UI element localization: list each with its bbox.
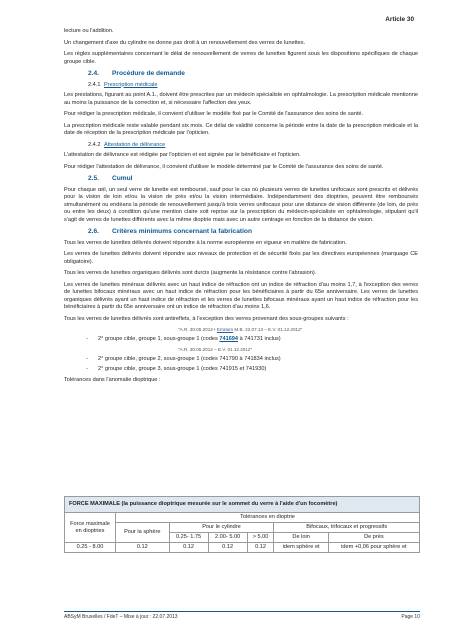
bullet-dash: - [86, 355, 88, 362]
bifocal-header: Bifocaux, trifocaux et progressifs [274, 523, 420, 533]
table-cell: 0.12 [169, 543, 208, 553]
tolerances-header: Tolérances en dioptrie [116, 513, 420, 523]
paragraph: Pour chaque œil, un seul verre de lunette est remboursé, sauf pour le cas où plusieurs verres de lunettes unifocaux sont prescrits et délivrés pour la vision de loin et/ou la vision de près et/ou la vision intermédiaire. Indépendamment des dioptries, peuvent être remboursés simultanément ou endéans la période de renouvellement jusqu'à trois verres unifocaux pour une distance de vision différente (de loin, de près ou entre les deux) à condition qu'une mention claire soit reprise sur la prescription du médecin-spécialiste en ophtalmologie, stipulant qu'il s'agit de verres de lunettes différents avec la même dioptrie mais avec un autre centrage en fonction de la distance de vision. [64, 186, 418, 223]
erratum-link[interactable]: Erratum [216, 327, 234, 332]
table-cell: 0.12 [208, 543, 247, 553]
page-number: Page 10 [401, 614, 420, 620]
paragraph: Pour rédiger l'attestation de délivrance, il convient d'utiliser le modèle déterminé par le Comité de l'assurance des soins de santé. [64, 163, 384, 170]
paragraph: Tous les verres de lunettes délivrés sont antireflets, à l'exception des verres provenant des sous-groupes suivants : [64, 315, 349, 322]
footer-text: ABSyM Bruxelles / FdeT – Mise à jour : 22.07.2013 [64, 614, 178, 620]
bullet-dash: - [86, 336, 88, 342]
legal-reference: "A.R. 30.05.2012+ Erratum M.B. 22.07.13 – E.V. 01.12.2012" [178, 327, 303, 332]
paragraph: Les verres de lunettes délivrés doivent répondre aux niveaux de protection et de sécurité fixés par les directives européennes (marquage CE obligatoire). [64, 251, 418, 265]
table-cell: 0.12 [247, 543, 274, 553]
table-title: FORCE MAXIMALE (la puissance dioptrique mesurée sur le sommet du verre à l'aide d'un focomètre) [65, 497, 420, 513]
near-header: De près [328, 533, 419, 543]
legal-reference: "A.R. 30.05.2012 – E.V. 01.12.2012" [178, 346, 253, 352]
paragraph: Tolérances dans l'anomalie dioptrique : [64, 376, 161, 383]
paragraph: Un changement d'axe du cylindre ne donne pas droit à un renouvellement des verres de lunettes. [64, 39, 306, 46]
page-footer [64, 611, 420, 620]
bullet-dash: - [86, 366, 88, 372]
paragraph: lecture ou l'addition. [64, 28, 114, 34]
article-header: Article 30 [385, 16, 414, 23]
cylinder-range-1: 0.25- 1.75 [169, 533, 208, 543]
far-header: De loin [274, 533, 328, 543]
paragraph: Les verres de lunettes minéraux délivrés avec un haut indice de réfraction ont un indice de réfraction d'au moins 1,7, à l'exception des verres de lunettes bifocaux minéraux avec un haut indice de réfraction pour les bénéficiaires à partir du 65e anniversaire. Les verres de lunettes organiques délivrés ayant un haut indice de réfraction et les verres de lunettes bifocaux minéraux ayant un haut indice de réfraction pour les bénéficiaires à partir du 65e anniversaire ont un indice de réfraction d'au moins 1,6. [64, 281, 418, 310]
tolerance-table [64, 496, 420, 553]
paragraph: L'attestation de délivrance est rédigée par l'opticien et est signée par le bénéficiaire et l'opticien. [64, 152, 301, 158]
paragraph: La prescription médicale reste valable pendant six mois. Ce délai de validité concerne la période entre la date de la prescription médicale et la date de réception de la prescription médicale par l'opticien. [64, 122, 418, 136]
cylinder-header: Pour le cylindre [169, 523, 274, 533]
table-cell: 0.12 [116, 543, 170, 553]
list-item: - 2° groupe cible, groupe 2, sous-groupe 1 (codes 741790 à 741834 inclus) [86, 355, 281, 362]
table-cell: idem sphère et [274, 543, 328, 553]
paragraph: Les prestations, figurant au point A.1., doivent être prescrites par un médecin spécialiste en ophtalmologie. La prescription médicale mentionne au moins la puissance de la correction et, si nécessaire l'affection des yeux. [64, 92, 418, 106]
paragraph: Les règles supplémentaires concernant le délai de renouvellement de verres de lunettes figurent sous les dispositions spécifiques de chaque groupe cible. [64, 51, 418, 65]
code-link[interactable]: 741694 [219, 336, 239, 342]
list-item: - 2° groupe cible, groupe 1, sous-groupe 1 (codes 741694 à 741731 inclus) [86, 336, 281, 342]
row-header-force: Force maximale en dioptries [65, 513, 116, 543]
paragraph: Pour rédiger la prescription médicale, il convient d'utiliser le modèle fixé par le Comité de l'assurance des soins de santé. [64, 111, 364, 117]
table-cell: 0.25 - 8.00 [65, 543, 116, 553]
document-body [64, 28, 418, 388]
cylinder-range-3: > 5.00 [247, 533, 274, 543]
table-cell: idem +0,06 pour sphère et [328, 543, 419, 553]
section-heading-2-6: 2.6. Critères minimums concernant la fabrication [88, 228, 252, 235]
paragraph: Tous les verres de lunettes organiques délivrés sont durcis (augmente la résistance contre l'abrasion). [64, 270, 317, 276]
list-item: - 2° groupe cible, groupe 3, sous-groupe 1 (codes 741915 et 741930) [86, 366, 267, 372]
section-heading-2-4: 2.4. Procédure de demande [88, 70, 185, 77]
section-heading-2-5: 2.5. Cumul [88, 175, 133, 182]
subsection-heading-2-4-2: 2.4.2 Attestation de délivrance [88, 141, 166, 148]
cylinder-range-2: 2.00- 5.00 [208, 533, 247, 543]
subsection-heading-2-4-1: 2.4.1 Prescription médicale [88, 81, 158, 88]
sphere-header: Pour la sphère [116, 523, 170, 543]
paragraph: Tous les verres de lunettes délivrés doivent répondre à la norme européenne en vigueur en matière de fabrication. [64, 239, 347, 246]
